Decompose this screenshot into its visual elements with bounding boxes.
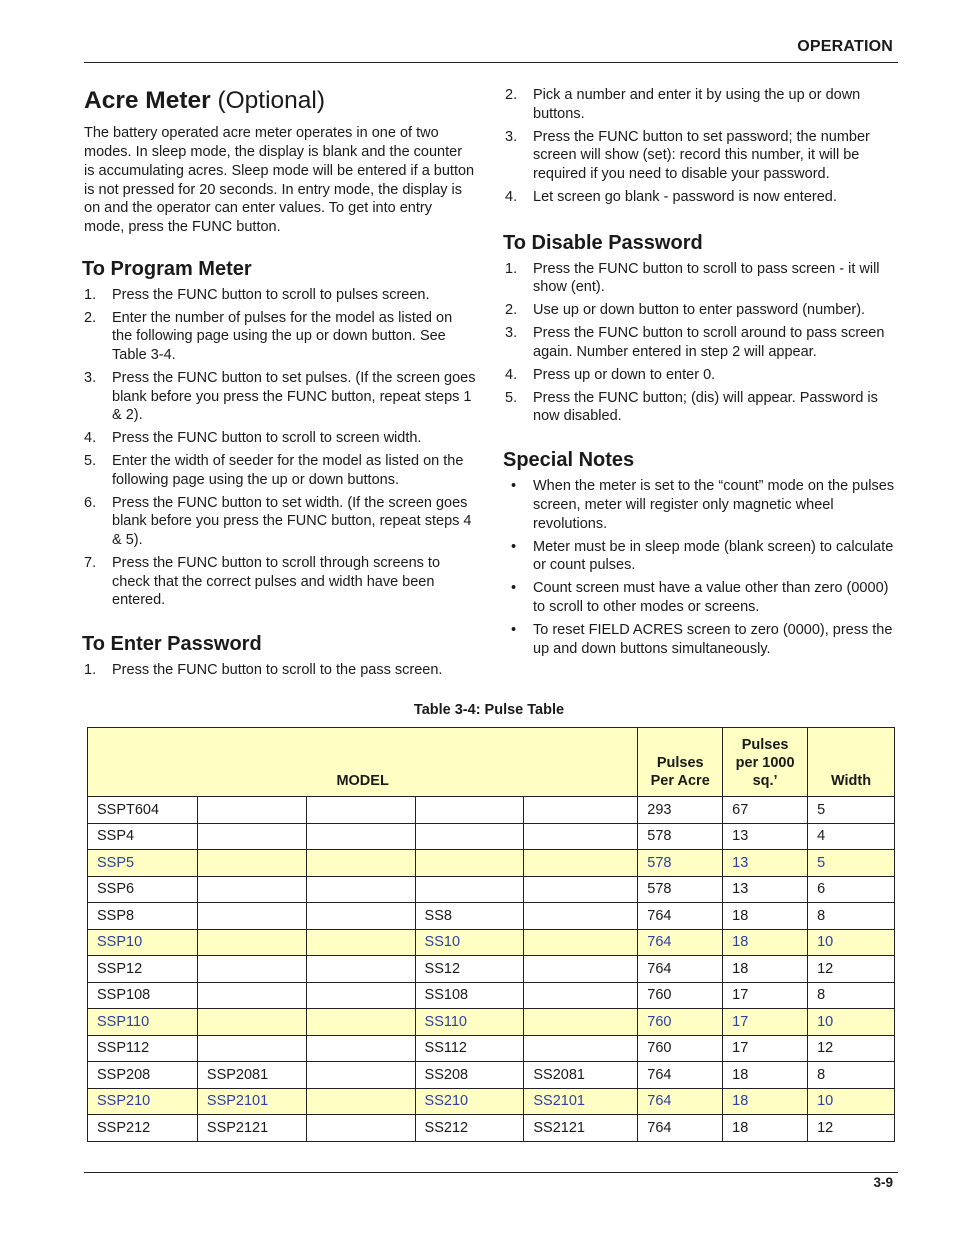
list-item [505,86,900,123]
model-cell [197,929,306,956]
header-line: per 1000 [735,755,795,771]
bullet: • [511,580,517,597]
list-item [505,366,900,385]
list-item [505,324,900,361]
header-rule [84,62,898,63]
special-notes-heading: Special Notes [503,449,635,472]
enter-password-steps-right [505,86,900,207]
list-item [505,477,900,533]
header-line: sq.’ [752,773,778,789]
model-cell: SSP2081 [197,1062,306,1089]
list-item [505,389,900,426]
model-cell [306,956,415,983]
table-row [88,876,895,903]
note-text: To reset FIELD ACRES screen to zero (0000), press the up and down buttons simultaneously. [533,621,893,657]
model-cell: SS2101 [524,1088,638,1115]
step-number: 3. [505,128,518,145]
model-cell [306,1062,415,1089]
pulses-per-1000-cell: 13 [723,876,808,903]
model-cell [197,956,306,983]
step-number: 4. [84,430,97,447]
model-cell: SS210 [415,1088,524,1115]
step-text: Press the FUNC button to scroll to the pass screen. [112,662,443,679]
table-row [88,1088,895,1115]
model-cell [415,823,524,850]
pulses-per-acre-cell: 764 [638,903,723,930]
model-cell [524,929,638,956]
list-item [505,260,900,297]
step-text: Press up or down to enter 0. [533,366,716,383]
model-cell: SSP5 [88,850,198,877]
model-cell: SS2081 [524,1062,638,1089]
pulses-per-1000-cell: 18 [723,956,808,983]
model-cell [524,797,638,824]
list-item [505,538,900,575]
list-item [84,309,476,365]
model-cell [197,797,306,824]
page-number: 3-9 [873,1175,893,1190]
width-cell: 10 [808,1009,895,1036]
model-cell: SSP10 [88,929,198,956]
width-cell: 12 [808,1035,895,1062]
model-cell: SSP208 [88,1062,198,1089]
model-cell [524,903,638,930]
page-title [84,86,476,115]
pulses-per-acre-cell: 578 [638,850,723,877]
model-cell [306,1088,415,1115]
model-cell: SSP110 [88,1009,198,1036]
step-text: Press the FUNC button to scroll to screen width. [112,430,422,447]
pulses-per-1000-cell: 18 [723,929,808,956]
step-number: 4. [505,188,518,205]
enter-password-heading: To Enter Password [82,633,262,656]
note-text: Meter must be in sleep mode (blank screen) to calculate or count pulses. [533,538,894,574]
program-meter-heading: To Program Meter [82,257,252,280]
pulses-per-acre-cell: 760 [638,982,723,1009]
model-cell: SSP12 [88,956,198,983]
list-item [84,554,476,610]
note-text: Count screen must have a value other than zero (0000) to scroll to other modes or screens. [533,580,889,615]
pulses-per-acre-cell: 578 [638,876,723,903]
model-cell: SS208 [415,1062,524,1089]
step-text: Press the FUNC button to set password; the number screen will show (set): record this number, it will be required if you need to disable your password. [533,128,870,182]
pulses-per-1000-cell: 17 [723,1035,808,1062]
list-item [84,369,476,425]
pulses-per-acre-cell: 764 [638,1115,723,1142]
width-cell: 12 [808,956,895,983]
pulses-per-1000-cell: 18 [723,1115,808,1142]
model-cell [197,1009,306,1036]
pulses-per-acre-cell: 760 [638,1009,723,1036]
list-item [505,128,900,184]
list-item [505,301,900,320]
step-text: Press the FUNC button to scroll to pass screen - it will show (ent). [533,260,880,296]
model-cell [524,956,638,983]
model-cell [306,797,415,824]
model-cell [306,903,415,930]
pulses-per-1000-cell: 17 [723,1009,808,1036]
step-text: Enter the number of pulses for the model as listed on the following page using the up or down button. See Table 3-4. [112,309,453,363]
model-cell [524,850,638,877]
model-cell: SSPT604 [88,797,198,824]
step-text: Use up or down button to enter password (number). [533,302,866,319]
model-cell: SS10 [415,929,524,956]
model-cell: SS8 [415,903,524,930]
model-cell [306,1035,415,1062]
step-number: 2. [505,302,518,319]
model-cell: SS110 [415,1009,524,1036]
pulses-per-acre-cell: 764 [638,929,723,956]
model-cell: SSP6 [88,876,198,903]
disable-password-heading: To Disable Password [503,231,703,254]
table-row [88,1009,895,1036]
table-row [88,1062,895,1089]
model-cell: SS108 [415,982,524,1009]
step-text: Pick a number and enter it by using the up or down buttons. [533,87,861,122]
model-cell: SS212 [415,1115,524,1142]
column-header-pulses-per-acre [638,728,723,797]
header-line: Per Acre [650,773,710,789]
bullet: • [511,538,517,555]
list-item [84,494,476,550]
pulses-per-1000-cell: 17 [723,982,808,1009]
special-notes-list [505,477,900,658]
page-title-suffix: (Optional) [217,87,326,114]
step-number: 5. [505,389,518,406]
enter-password-steps-left [84,661,476,680]
step-number: 1. [505,260,518,277]
pulses-per-1000-cell: 13 [723,823,808,850]
left-column [84,86,476,684]
header-line: Pulses [741,737,789,753]
step-number: 1. [84,286,97,303]
bullet: • [511,478,517,495]
model-cell [306,823,415,850]
step-number: 7. [84,554,97,571]
model-cell [524,876,638,903]
column-header-width: Width [808,728,895,797]
width-cell: 12 [808,1115,895,1142]
table-row [88,956,895,983]
width-cell: 5 [808,797,895,824]
model-cell: SSP112 [88,1035,198,1062]
width-cell: 10 [808,1088,895,1115]
header-line: Pulses [656,755,704,771]
model-cell: SS112 [415,1035,524,1062]
pulses-per-acre-cell: 764 [638,956,723,983]
table-row [88,1115,895,1142]
width-cell: 10 [808,929,895,956]
pulse-table [87,727,895,1142]
table-row [88,1035,895,1062]
step-text: Press the FUNC button to set width. (If the screen goes blank before you press the FUNC button, repeat steps 4 & 5). [112,494,472,548]
pulses-per-1000-cell: 67 [723,797,808,824]
bullet: • [511,621,517,638]
pulses-per-acre-cell: 293 [638,797,723,824]
table-row [88,903,895,930]
model-cell [415,850,524,877]
list-item [84,661,476,680]
step-number: 3. [84,369,97,386]
section-header: OPERATION [797,38,893,55]
disable-password-steps [505,260,900,426]
step-text: Press the FUNC button to scroll around to pass screen again. Number entered in step 2 will appear. [533,325,885,360]
step-number: 4. [505,366,518,383]
list-item [505,188,900,207]
column-header-model: MODEL [88,728,638,797]
model-cell [306,982,415,1009]
pulses-per-1000-cell: 13 [723,850,808,877]
list-item [84,452,476,489]
model-cell [415,876,524,903]
model-cell [306,1115,415,1142]
table-row [88,797,895,824]
page-title-main: Acre Meter [84,87,211,114]
model-cell: SSP2101 [197,1088,306,1115]
model-cell [524,1009,638,1036]
model-cell: SSP108 [88,982,198,1009]
step-text: Let screen go blank - password is now entered. [533,188,837,205]
width-cell: 4 [808,823,895,850]
pulses-per-acre-cell: 578 [638,823,723,850]
table-row [88,823,895,850]
step-text: Press the FUNC button to scroll to pulses screen. [112,286,430,303]
width-cell: 8 [808,982,895,1009]
intro-paragraph: The battery operated acre meter operates in one of two modes. In sleep mode, the display is blank and the counter is accumulating acres. Sleep mode will be entered if a button is not pressed for 20 seconds. In entry mode, the display is on and the operator can enter values. To get into entry mode, press the FUNC button. [84,125,475,235]
model-cell: SSP4 [88,823,198,850]
model-cell [197,903,306,930]
step-number: 2. [505,87,518,103]
pulses-per-acre-cell: 764 [638,1062,723,1089]
model-cell [306,1009,415,1036]
table-body [88,797,895,1142]
model-cell [524,1035,638,1062]
model-cell [197,982,306,1009]
list-item [505,621,900,658]
note-text: When the meter is set to the “count” mode on the pulses screen, meter will register only magnetic wheel revolutions. [533,478,895,532]
list-item [84,429,476,448]
width-cell: 8 [808,903,895,930]
model-cell [197,1035,306,1062]
model-cell [306,850,415,877]
right-column [505,86,900,662]
table-row [88,929,895,956]
model-cell [524,823,638,850]
pulses-per-acre-cell: 764 [638,1088,723,1115]
width-cell: 8 [808,1062,895,1089]
model-cell: SSP2121 [197,1115,306,1142]
step-number: 2. [84,309,97,326]
table-header-row [88,728,895,797]
table-caption: Table 3-4: Pulse Table [413,702,565,718]
model-cell [197,876,306,903]
table-row [88,982,895,1009]
model-cell: SSP8 [88,903,198,930]
table-row [88,850,895,877]
step-text: Enter the width of seeder for the model as listed on the following page using the up or down buttons. [112,452,464,488]
list-item [84,286,476,305]
model-cell: SSP212 [88,1115,198,1142]
step-text: Press the FUNC button to set pulses. (If the screen goes blank before you press the FUNC button, repeat steps 1 & 2). [112,369,476,424]
footer-rule [84,1172,898,1173]
step-text: Press the FUNC button; (dis) will appear. Password is now disabled. [533,389,878,425]
width-cell: 5 [808,850,895,877]
step-number: 1. [84,662,97,679]
pulses-per-1000-cell: 18 [723,903,808,930]
model-cell [197,850,306,877]
column-header-pulses-per-1000 [723,728,808,797]
model-cell [306,929,415,956]
model-cell [415,797,524,824]
model-cell: SS2121 [524,1115,638,1142]
step-text: Press the FUNC button to scroll through screens to check that the correct pulses and width have been entered. [112,554,441,609]
pulses-per-1000-cell: 18 [723,1088,808,1115]
pulses-per-1000-cell: 18 [723,1062,808,1089]
model-cell [306,876,415,903]
step-number: 5. [84,452,97,469]
program-meter-steps [84,286,476,610]
width-cell: 6 [808,876,895,903]
model-cell [524,982,638,1009]
model-cell [197,823,306,850]
step-number: 6. [84,494,97,511]
list-item [505,579,900,616]
step-number: 3. [505,325,518,342]
model-cell: SSP210 [88,1088,198,1115]
model-cell: SS12 [415,956,524,983]
pulses-per-acre-cell: 760 [638,1035,723,1062]
